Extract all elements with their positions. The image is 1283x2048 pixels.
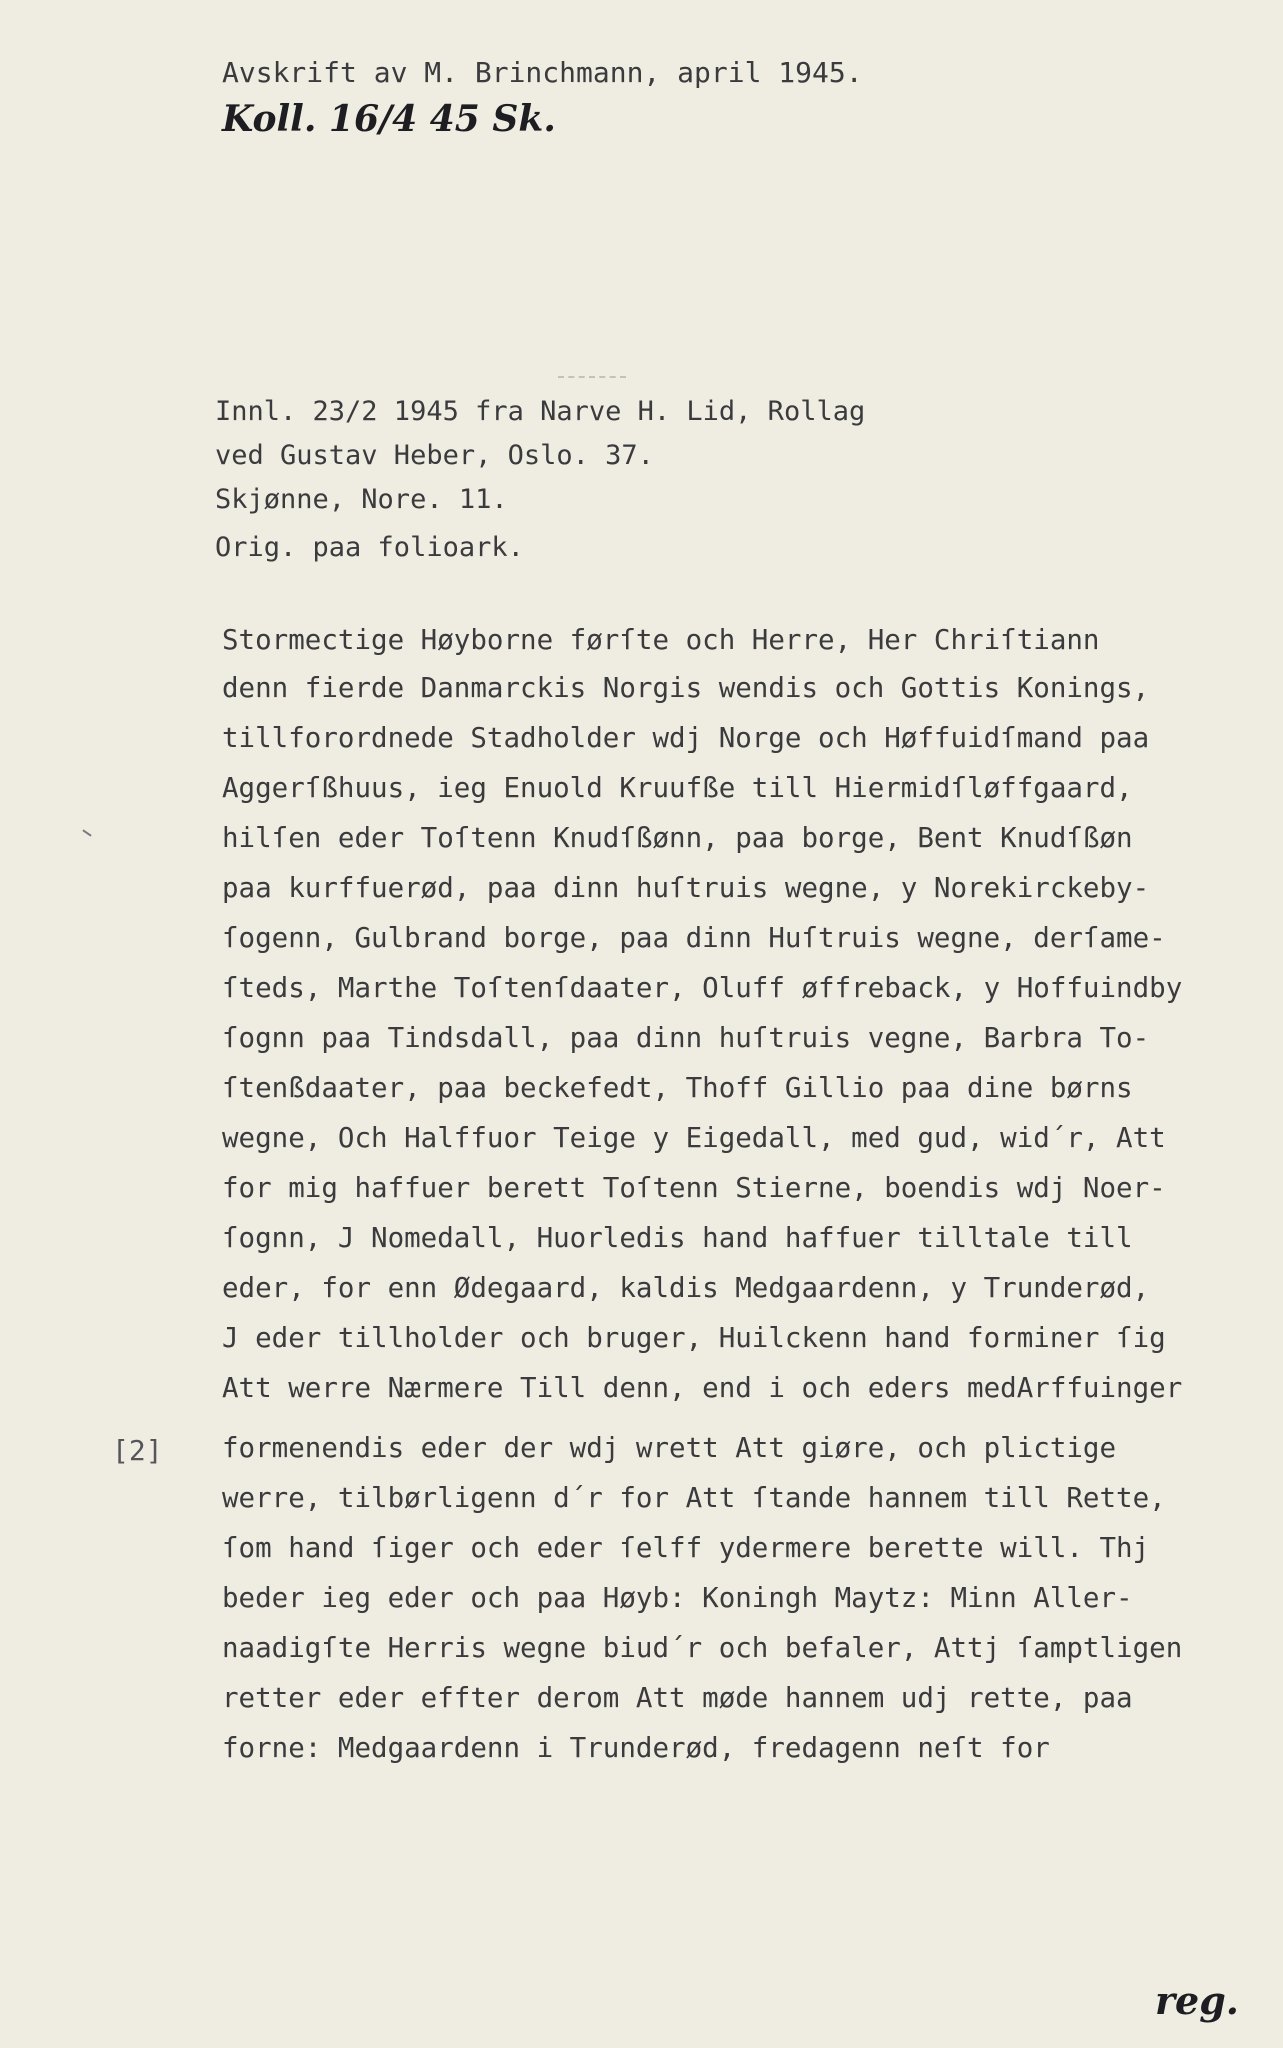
body-line: beder ieg eder och paa Høyb: Koningh Maytz: Minn Aller- [222, 1582, 1133, 1614]
body-line: Aggerſßhuus, ieg Enuold Kruufße till Hiermidſløffgaard, [222, 772, 1133, 804]
location-line: Skjønne, Nore. 11. [215, 484, 508, 515]
body-line: ſognn, J Nomedall, Huorledis hand haffuer tilltale till [222, 1222, 1133, 1254]
body-line: for mig haffuer berett Toſtenn Stierne, boendis wdj Noer- [222, 1172, 1166, 1204]
original-format-line: Orig. paa folioark. [215, 532, 524, 563]
body-line: paa kurffuerød, paa dinn huſtruis wegne, y Norekirckeby- [222, 872, 1150, 904]
body-line: eder, for enn Ødegaard, kaldis Medgaardenn, y Trunderød, [222, 1272, 1150, 1304]
body-line: ſognn paa Tindsdall, paa dinn huſtruis vegne, Barbra To- [222, 1022, 1150, 1054]
body-line: J eder tillholder och bruger, Huilckenn hand forminer ſig [222, 1322, 1166, 1354]
margin-page-number: [2] [112, 1434, 163, 1467]
body-line: ſogenn, Gulbrand borge, paa dinn Huſtruis wegne, derſame- [222, 922, 1166, 954]
margin-tick-mark [82, 829, 91, 836]
body-line: ſom hand ſiger och eder ſelff ydermere berette will. Thj [222, 1532, 1150, 1564]
body-line: ſteds, Marthe Toſtenſdaater, Oluff øffreback, y Hoffuindby [222, 972, 1183, 1004]
body-line: naadigſte Herris wegne biud´r och befaler, Attj ſamptligen [222, 1632, 1183, 1664]
faint-dash-mark [558, 376, 626, 378]
body-line: tillforordnede Stadholder wdj Norge och Høffuidſmand paa [222, 722, 1150, 754]
body-line: werre, tilbørligenn d´r for Att ſtande hannem till Rette, [222, 1482, 1166, 1514]
receipt-line: Innl. 23/2 1945 fra Narve H. Lid, Rollag [215, 396, 866, 427]
transcript-note: Avskrift av M. Brinchmann, april 1945. [222, 56, 863, 89]
body-line: hilſen eder Toſtenn Knudſßønn, paa borge, Bent Knudſßøn [222, 822, 1133, 854]
body-line: wegne, Och Halffuor Teige y Eigedall, med gud, wid´r, Att [222, 1122, 1166, 1154]
body-line: forne: Medgaardenn i Trunderød, fredagenn neſt for [222, 1732, 1050, 1764]
body-line: ſtenßdaater, paa beckefedt, Thoff Gillio paa dine børns [222, 1072, 1133, 1104]
body-line: Att werre Nærmere Till denn, end i och eders medArffuinger [222, 1372, 1183, 1404]
body-line: retter eder effter derom Att møde hannem udj rette, paa [222, 1682, 1133, 1714]
body-line: denn fierde Danmarckis Norgis wendis och Gottis Konings, [222, 672, 1150, 704]
handwritten-reg-mark: reg. [1155, 1978, 1239, 2023]
body-line: formenendis eder der wdj wrett Att giøre, och plictige [222, 1432, 1117, 1464]
handwritten-check-note: Koll. 16/4 45 Sk. [222, 98, 556, 140]
body-line: Stormectige Høyborne førſte och Herre, Her Chriſtiann [222, 624, 1100, 656]
sender-line: ved Gustav Heber, Oslo. 37. [215, 440, 654, 471]
